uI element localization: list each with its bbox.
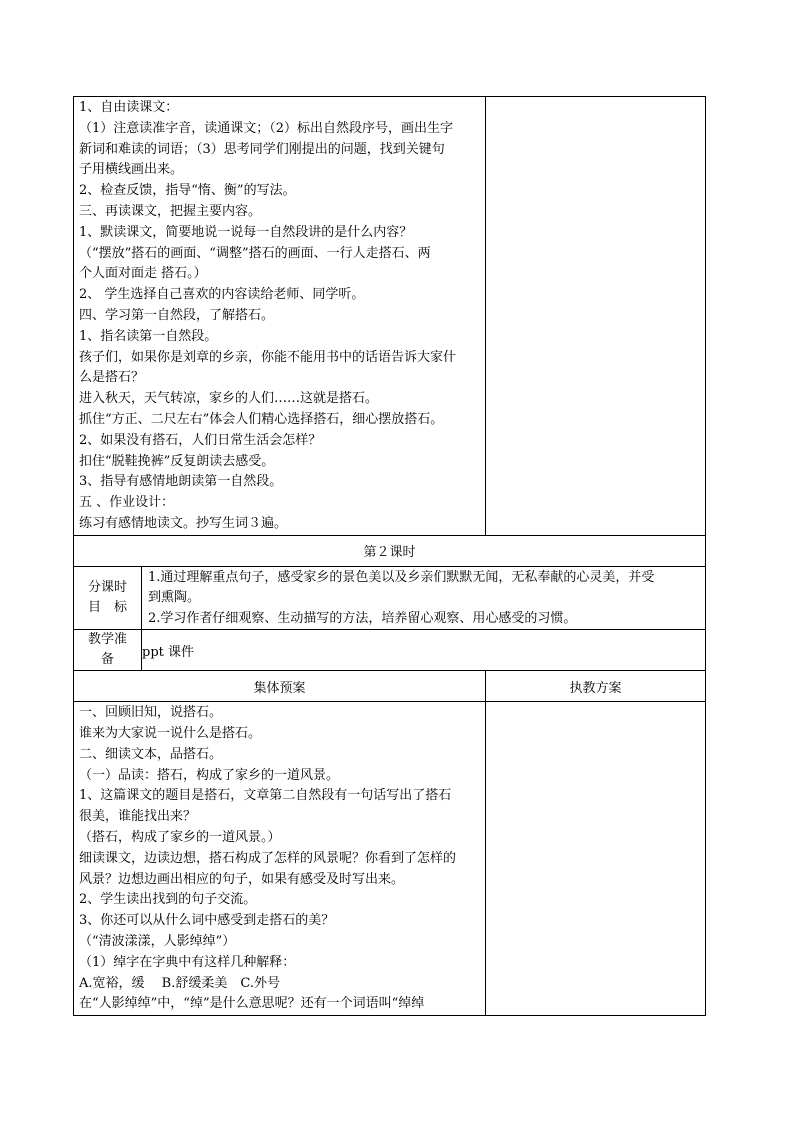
text-line: 新词和难读的词语；（3）思考同学们刚提出的问题，找到关键句: [79, 141, 445, 157]
section2-text: [74, 702, 485, 1015]
section1-teaching-plan-cell: [486, 97, 706, 536]
text-line: 到熏陶。: [148, 590, 201, 606]
section2-teaching-plan-cell: [486, 702, 706, 1016]
text-line: 扣住“脱鞋挽裤”反复朗读去感受。: [79, 453, 275, 469]
text-line: （“摆放”搭石的画面、“调整”搭石的画面、一行人走搭石、两: [79, 245, 431, 261]
text-line: （1）注意读准字音，读通课文；（2）标出自然段序号，画出生字: [79, 120, 454, 136]
prep-label-line1: 教学准: [87, 632, 127, 648]
prep-row: [74, 630, 706, 671]
text-line: 进入秋天，天气转凉，家乡的人们……这就是搭石。: [79, 391, 379, 407]
text-line: 子用横线画出来。: [79, 162, 184, 178]
text-line: 2.学习作者仔细观察、生动描写的方法，培养留心观察、用心感受的习惯。: [148, 610, 577, 626]
section2-cell: [74, 702, 486, 1016]
goals-row: [74, 566, 706, 630]
section1-row: [74, 97, 706, 536]
text-line: 1、这篇课文的题目是搭石，文章第二自然段有一句话写出了搭石: [79, 788, 452, 804]
text-line: （1）绰字在字典中有这样几种解释：: [79, 954, 296, 970]
header-teaching-plan: 执教方案: [486, 671, 706, 702]
text-line: 很美，谁能找出来？: [79, 809, 197, 825]
text-line: 1.通过理解重点句子，感受家乡的景色美以及乡亲们默默无闻，无私奉献的心灵美，并受: [148, 569, 655, 585]
text-line: 二、细读文本，品搭石。: [79, 746, 223, 762]
text-line: 细读课文，边读边想，搭石构成了怎样的风景呢？你看到了怎样的: [79, 850, 457, 866]
text-line: 1、自由读课文：: [79, 100, 179, 115]
text-line: 个人面对面走 搭石。）: [79, 266, 207, 282]
text-line: 1、默读课文，简要地说一说每一自然段讲的是什么内容？: [79, 224, 413, 240]
goals-content-cell: [142, 566, 706, 630]
text-line: 2、学生读出找到的句子交流。: [79, 892, 257, 908]
section2-row: [74, 702, 706, 1016]
lesson-title-row: [74, 535, 706, 566]
text-line: （一）品读：搭石，构成了家乡的一道风景。: [79, 767, 340, 783]
text-line: 四、学习第一自然段，了解搭石。: [79, 307, 275, 323]
text-line: 孩子们，如果你是刘章的乡亲，你能不能用书中的话语告诉大家什: [79, 349, 457, 365]
text-line: （“清波漾漾，人影绰绰”）: [79, 934, 236, 949]
goals-label: [74, 566, 142, 630]
lesson-plan-table: [73, 96, 706, 1016]
section1-text: [74, 97, 485, 535]
text-line: 练习有感情地读文。抄写生词３遍。: [79, 515, 288, 531]
prep-label-line2: 备: [100, 652, 114, 668]
headers-row: [74, 671, 706, 702]
text-line: 1、指名读第一自然段。: [79, 328, 218, 344]
text-line: 2、 学生选择自己喜欢的内容读给老师、同学听。: [79, 287, 365, 303]
text-line: A.宽裕，缓 B.舒缓柔美 C.外号: [79, 975, 280, 991]
lesson-title: 第２课时: [74, 535, 706, 566]
text-line: 3、指导有感情地朗读第一自然段。: [79, 474, 283, 490]
goals-label-line2: 目 标: [87, 599, 127, 615]
text-line: 2、如果没有搭石，人们日常生活会怎样？: [79, 432, 322, 448]
goals-text: [142, 567, 705, 630]
header-collective-plan: 集体预案: [74, 671, 486, 702]
text-line: 么是搭石？: [79, 370, 145, 386]
text-line: （搭石，构成了家乡的一道风景。）: [79, 830, 281, 846]
text-line: 三、再读课文，把握主要内容。: [79, 203, 262, 219]
text-line: 谁来为大家说一说什么是搭石。: [79, 726, 262, 742]
text-line: 五 、作业设计：: [79, 495, 175, 511]
text-line: 风景？边想边画出相应的句子，如果有感受及时写出来。: [79, 871, 405, 887]
prep-label: [74, 630, 142, 671]
text-line: 抓住“方正、二尺左右”体会人们精心选择搭石，细心摆放搭石。: [79, 411, 444, 427]
text-line: 一、回顾旧知，说搭石。: [79, 705, 223, 721]
section1-cell: [74, 97, 486, 536]
text-line: 在“人影绰绰”中，“绰”是什么意思呢？还有一个词语叫“绰绰: [79, 996, 425, 1012]
text-line: 2、检查反馈，指导“惰、衡”的写法。: [79, 183, 296, 199]
text-line: 3、你还可以从什么词中感受到走搭石的美？: [79, 913, 335, 929]
prep-value: ppt 课件: [142, 630, 706, 671]
goals-label-line1: 分课时: [87, 579, 127, 595]
